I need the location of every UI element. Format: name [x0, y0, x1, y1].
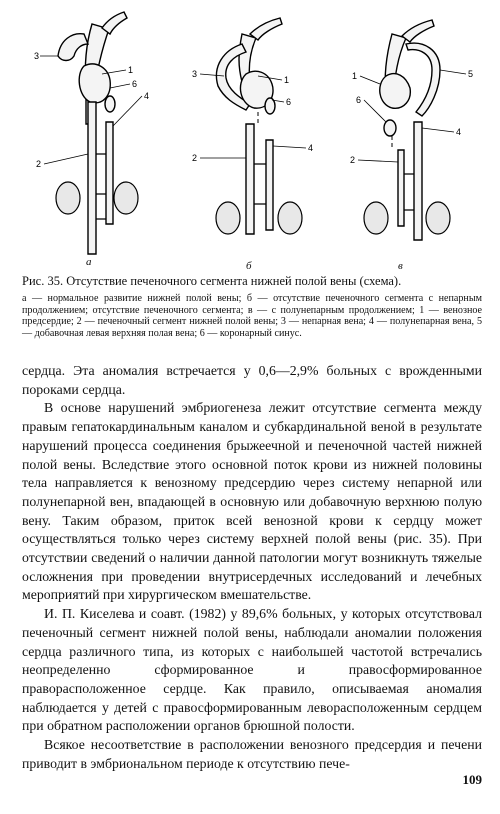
marker-a-1: 1 [128, 65, 134, 75]
marker-c-4: 4 [456, 127, 462, 137]
marker-b-1: 1 [284, 75, 290, 85]
marker-c-1: 1 [352, 71, 358, 81]
paragraph-2: В основе нарушений эмбриогенеза лежит отсутствие сегмента между правым гепатокардинальным каналом и субкардинальной веной в результате нарушений процесса соединения брыжеечной и печеночной частей нижней полой вены. Вследствие этого основной поток крови из нижней половины тела направляется к венозному предсердию через систему непарной или полунепарной вен, впадающей в основную или добавочную верхнюю полую вену. Таким образом, приток всей венозной крови к сердцу может осуществляться только через систему верхней полой вены (рис. 35). При отсутствии сведений о наличии данной патологии могут возникнуть тяжелые осложнения при проведении внутрисердечных исследований и лечебных мероприятий при хирургическом вмешательстве. [22, 400, 482, 603]
leader-6-c [364, 100, 386, 122]
diagram-panel-b [192, 18, 313, 234]
leader-6-a [110, 84, 130, 88]
kidney-right [426, 202, 450, 234]
leader-4-b [273, 146, 306, 148]
kidney-left [364, 202, 388, 234]
venous-atrium [380, 74, 411, 109]
diagram-panel-a [34, 12, 149, 254]
hemiazygos-vein [414, 122, 422, 240]
marker-a-2: 2 [36, 159, 42, 169]
anastomoses [404, 174, 414, 210]
leader-2-a [44, 154, 88, 164]
marker-a-3: 3 [34, 51, 40, 61]
brachiocephalic-branch [402, 20, 434, 42]
panel-label-c: в [398, 260, 403, 272]
coronary-sinus [105, 96, 115, 112]
figure-caption [22, 274, 482, 339]
coronary-sinus [384, 120, 396, 136]
leader-4-c [422, 128, 454, 132]
anastomoses [96, 154, 106, 219]
caption-legend: а — нормальное развитие нижней полой вены; б — отсутствие печеночного сегмента с непарным продолжением; отсутствие печеночного сегмента; в — с полунепарным продолжением; 1 — венозное предсердие; 2 — печеночный сегмент нижней полой вены; 3 — непарная вена; 4 — полунепарная вена, 5 — добавочная левая верхняя полая вена; 6 — коронарный синус. [22, 293, 482, 339]
brachiocephalic-branch [250, 18, 282, 40]
paragraph-1: сердца. Эта аномалия встречается у 0,6—2,9% больных с врожденными пороками сердца. [22, 363, 482, 397]
venous-atrium [79, 64, 110, 103]
left-superior-vena-cava [406, 43, 440, 116]
marker-c-2: 2 [350, 155, 356, 165]
marker-b-4: 4 [308, 143, 314, 153]
hemiazygos-vein [266, 140, 273, 230]
panel-label-a: а [86, 256, 92, 268]
marker-c-5: 5 [468, 69, 474, 79]
kidney-left [216, 202, 240, 234]
paragraph-4: Всякое несоответствие в расположении венозного предсердия и печени приводит в эмбриональном периоде к отсутствию пече- [22, 737, 482, 771]
marker-b-3: 3 [192, 69, 198, 79]
page-number: 109 [462, 772, 482, 787]
kidney-right [114, 182, 138, 214]
lower-vein-right [398, 150, 404, 226]
hemiazygos-vein [106, 122, 113, 224]
body-text [22, 362, 482, 773]
vein-diagrams-svg [14, 4, 484, 274]
kidney-left [56, 182, 80, 214]
anastomoses [254, 164, 266, 204]
leader-5-c [440, 70, 466, 74]
marker-a-6: 6 [132, 79, 138, 89]
marker-b-6: 6 [286, 97, 292, 107]
inferior-vena-cava [88, 102, 96, 254]
brachiocephalic-branch [102, 12, 127, 34]
leader-1-c [360, 76, 380, 84]
paragraph-3: И. П. Киселева и соавт. (1982) у 89,6% больных, у которых отсутствовал печеночный сегмент нижней полой вены, наблюдали аномалии положения сердца различного типа, из которых с наибольшей частотой встречались неопределенно сформированное и правосформированное праворасположенное сердце. Как правило, описываемая аномалия наблюдается у детей с правосформированным леворасположенным сердцем при обратном расположении органов брюшной полости. [22, 606, 482, 734]
leader-4-a [113, 96, 142, 126]
azygos-arch [58, 34, 88, 61]
caption-title: Рис. 35. Отсутствие печеночного сегмента нижней полой вены (схема). [22, 274, 402, 288]
marker-c-6: 6 [356, 95, 362, 105]
diagram-panel-c [350, 20, 473, 240]
marker-a-4: 4 [144, 91, 150, 101]
leader-2-c [358, 160, 398, 162]
marker-b-2: 2 [192, 153, 198, 163]
panel-label-b: б [246, 260, 252, 272]
azygos-vein-lower [246, 124, 254, 234]
kidney-right [278, 202, 302, 234]
vein-schematic-figure [14, 4, 484, 274]
